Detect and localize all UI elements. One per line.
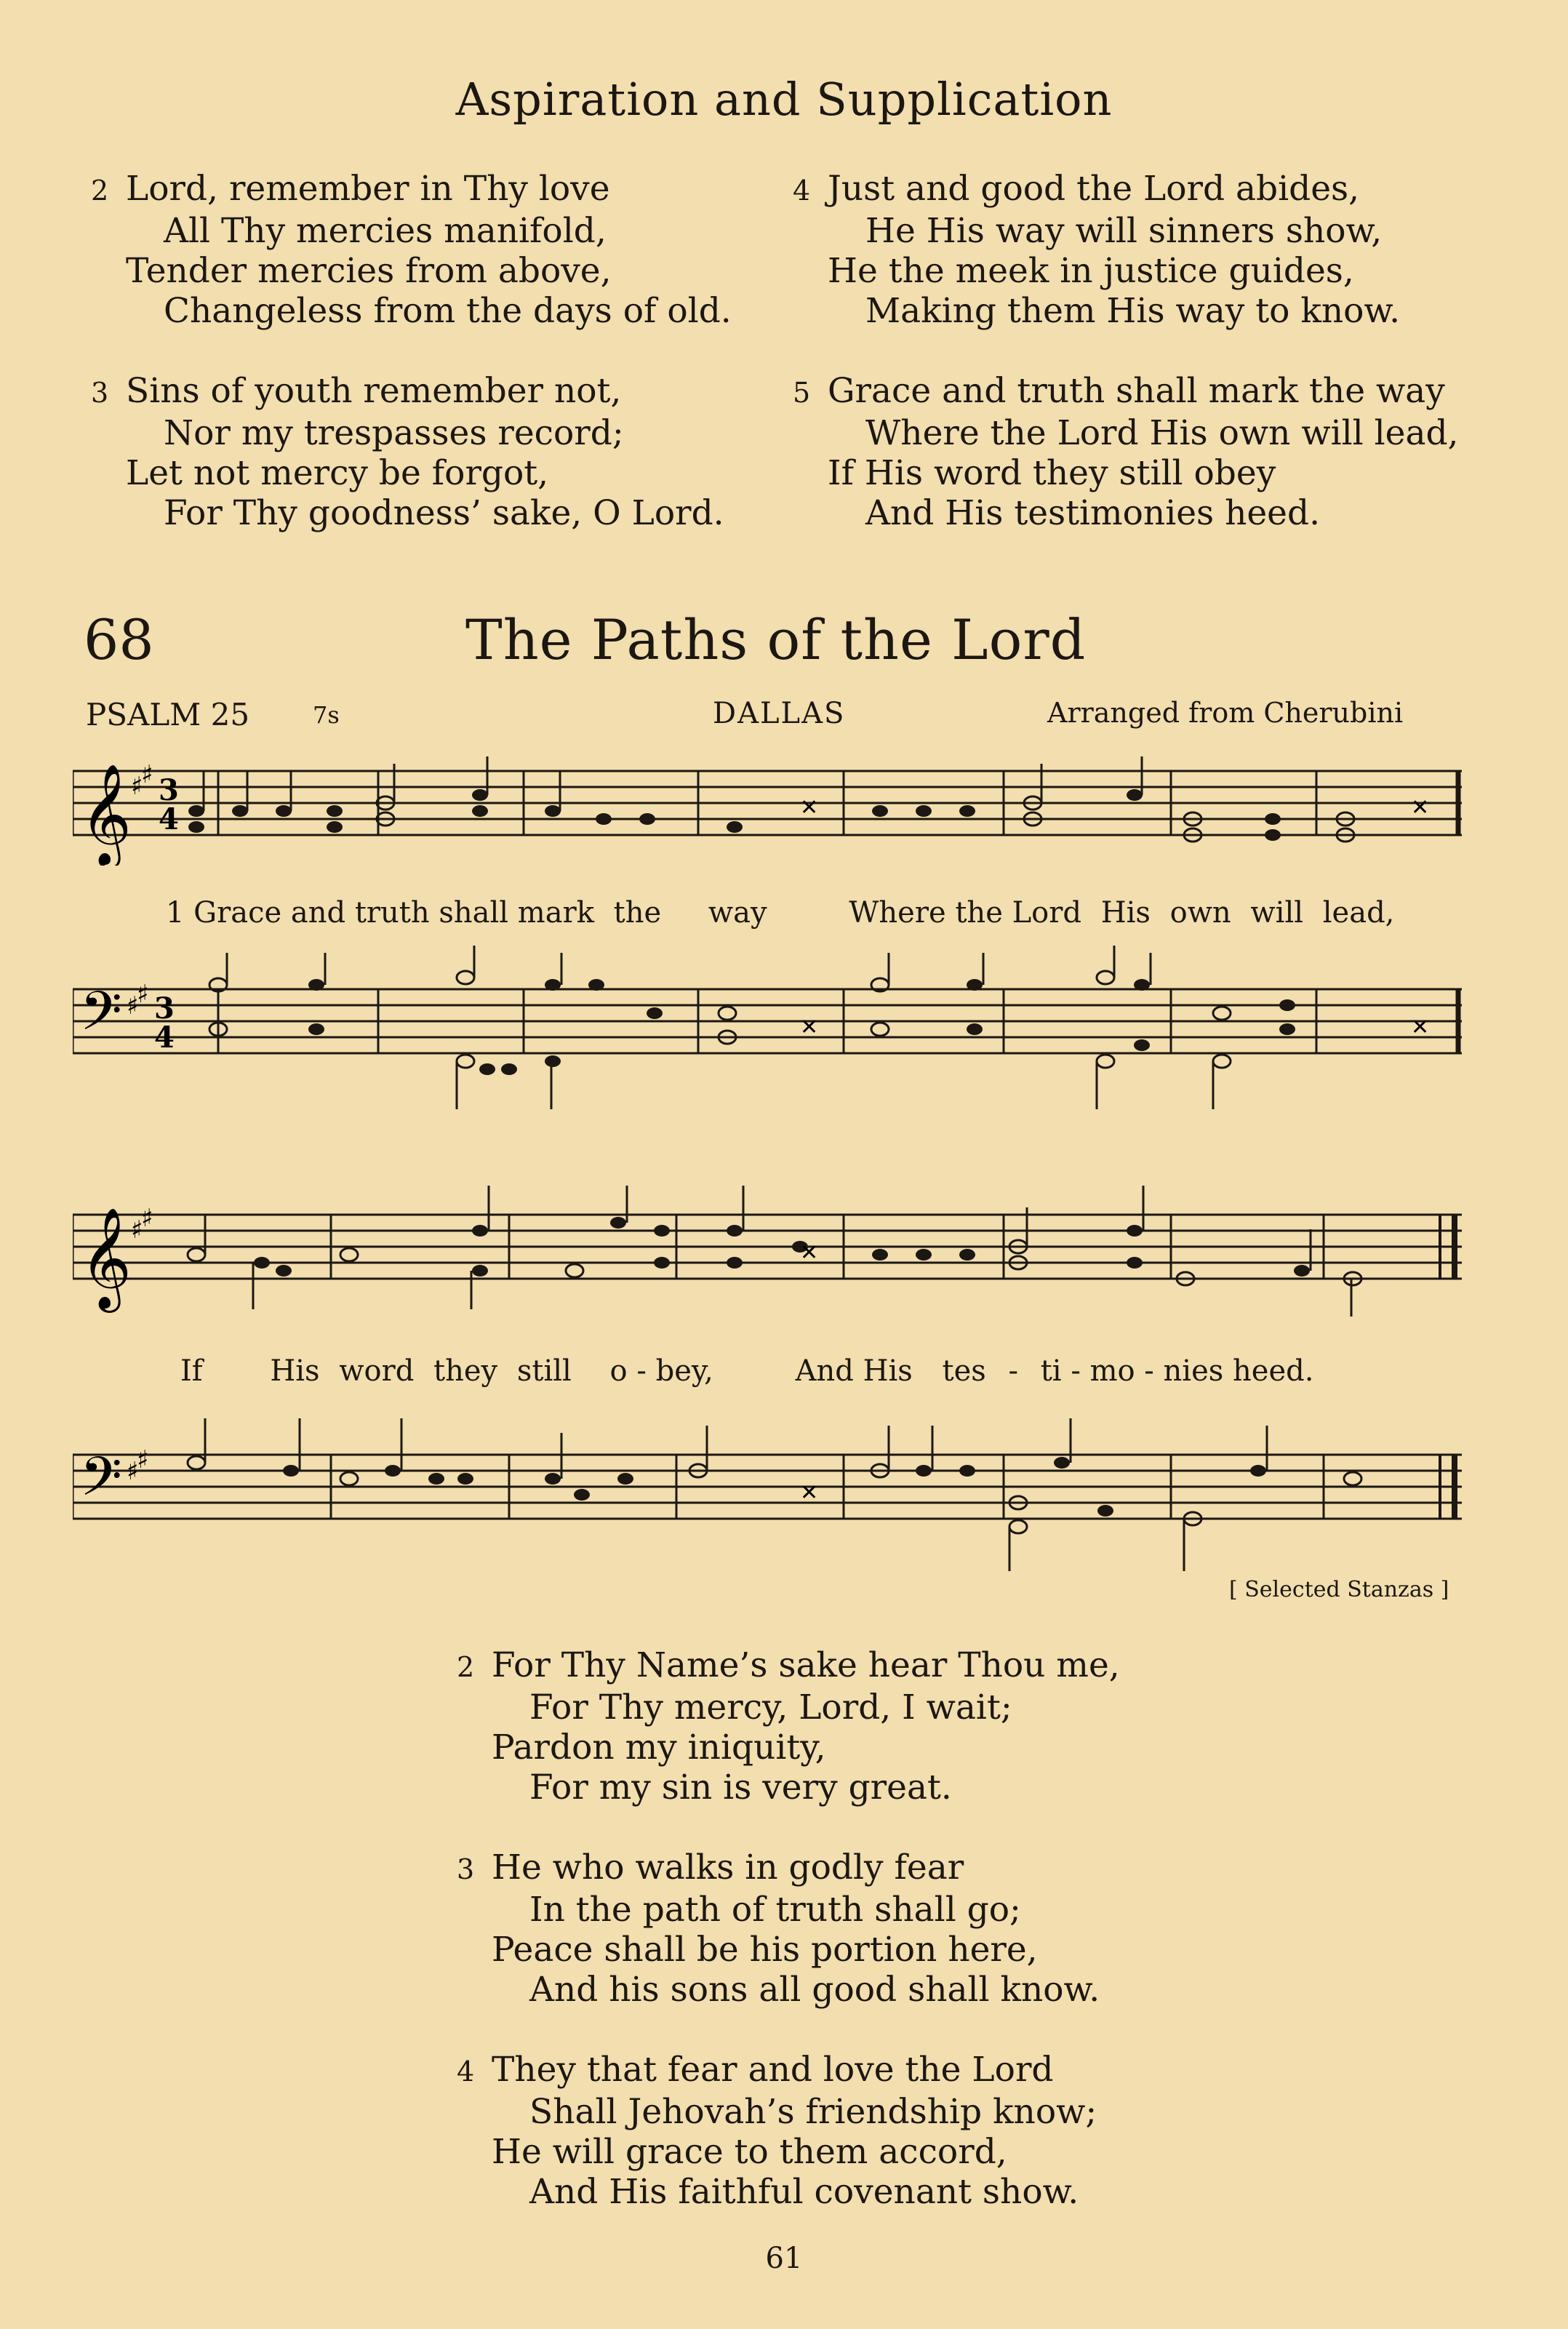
stanza-3-bottom bbox=[457, 1847, 1100, 2010]
lyric-line-1 bbox=[166, 896, 1394, 930]
lyric-syllable: - bbox=[1071, 1354, 1081, 1388]
treble-staff-system-1 bbox=[73, 756, 1469, 866]
stanza-4-bottom bbox=[457, 2050, 1097, 2212]
stanza-line: Changeless from the days of old. bbox=[164, 291, 732, 331]
svg-text:✕: ✕ bbox=[800, 1480, 819, 1506]
lyric-syllable: 1 Grace bbox=[166, 896, 282, 930]
stanza-line: For Thy goodness’ sake, O Lord. bbox=[164, 493, 724, 533]
svg-text:✕: ✕ bbox=[800, 1240, 819, 1266]
lyric-syllable: bey, bbox=[655, 1354, 713, 1388]
lyric-syllable: and bbox=[290, 896, 346, 930]
lyric-syllable: o bbox=[609, 1354, 628, 1388]
stanza-line: Making them His way to know. bbox=[865, 291, 1401, 331]
stanza-line: Peace shall be his portion here, bbox=[492, 1930, 1038, 1970]
treble-staff-system-2 bbox=[73, 1186, 1469, 1331]
svg-text:♯: ♯ bbox=[137, 1445, 149, 1474]
lyric-syllable: - bbox=[1144, 1354, 1154, 1388]
bass-staff-system-2 bbox=[73, 1404, 1469, 1578]
section-heading: Aspiration and Supplication bbox=[455, 73, 1113, 126]
stanza-line: Tender mercies from above, bbox=[126, 251, 612, 291]
svg-text:♯: ♯ bbox=[137, 980, 149, 1009]
svg-text:♯: ♯ bbox=[127, 1457, 139, 1486]
lyric-syllable: - bbox=[1008, 1354, 1019, 1388]
hymn-number: 68 bbox=[84, 607, 154, 672]
lyric-syllable: they bbox=[433, 1354, 498, 1388]
stanza-line: Where the Lord His own will lead, bbox=[865, 413, 1459, 453]
stanza-2-top bbox=[91, 169, 732, 331]
treble-clef-icon: 𝄞 bbox=[80, 764, 132, 865]
stanza-line: He His way will sinners show, bbox=[865, 211, 1383, 251]
svg-text:♯: ♯ bbox=[131, 1215, 143, 1245]
lyric-syllable: His bbox=[270, 1354, 320, 1388]
stanza-line: Nor my trespasses record; bbox=[164, 413, 624, 453]
stanza-line: And his sons all good shall know. bbox=[529, 1970, 1100, 2010]
stanza-line: They that fear and love the Lord bbox=[492, 2050, 1054, 2090]
stanza-line: Grace and truth shall mark the way bbox=[828, 371, 1445, 411]
stanza-line: He will grace to them accord, bbox=[492, 2132, 1007, 2172]
stanza-line: Let not mercy be forgot, bbox=[126, 453, 549, 493]
page-number: 61 bbox=[765, 2242, 803, 2275]
hymn-title: The Paths of the Lord bbox=[465, 607, 1087, 672]
selected-stanzas-note: [ Selected Stanzas ] bbox=[1229, 1577, 1449, 1602]
lyric-syllable: If bbox=[180, 1354, 203, 1388]
svg-text:✕: ✕ bbox=[800, 1015, 819, 1040]
stanza-2-bottom bbox=[457, 1645, 1120, 1807]
svg-text:♯: ♯ bbox=[141, 760, 153, 789]
lyric-syllable: shall bbox=[439, 896, 509, 930]
stanza-number: 5 bbox=[793, 377, 811, 409]
lyric-syllable: lead, bbox=[1322, 896, 1395, 930]
lyric-syllable: tes bbox=[942, 1354, 986, 1388]
svg-text:♯: ♯ bbox=[141, 1204, 153, 1233]
lyric-syllable: His bbox=[863, 1354, 913, 1388]
svg-text:✕: ✕ bbox=[1411, 1015, 1430, 1040]
svg-text:4: 4 bbox=[154, 1020, 175, 1055]
bass-staff-system-1 bbox=[73, 946, 1469, 1120]
svg-text:♯: ♯ bbox=[131, 772, 143, 801]
stanza-line: He who walks in godly fear bbox=[492, 1847, 964, 1887]
svg-text:✕: ✕ bbox=[800, 795, 819, 820]
svg-text:✕: ✕ bbox=[1411, 795, 1430, 820]
stanza-line: Just and good the Lord abides, bbox=[828, 169, 1360, 209]
stanza-line: For my sin is very great. bbox=[529, 1767, 952, 1807]
composer-credit: Arranged from Cherubini bbox=[1047, 697, 1404, 729]
lyric-syllable: heed. bbox=[1233, 1354, 1314, 1388]
bass-clef-icon: 𝄢 bbox=[80, 980, 122, 1056]
stanza-line: For Thy mercy, Lord, I wait; bbox=[529, 1687, 1012, 1727]
hymn-source: PSALM 25 bbox=[86, 697, 250, 732]
lyric-syllable: - bbox=[636, 1354, 647, 1388]
stanza-line: In the path of truth shall go; bbox=[529, 1890, 1021, 1930]
stanza-number: 3 bbox=[457, 1853, 475, 1885]
lyric-syllable: word bbox=[339, 1354, 415, 1388]
lyric-syllable: still bbox=[516, 1354, 572, 1388]
treble-clef-icon: 𝄞 bbox=[80, 1207, 132, 1309]
lyric-syllable: the bbox=[613, 896, 662, 930]
stanza-line: He the meek in justice guides, bbox=[828, 251, 1354, 291]
stanza-line: For Thy Name’s sake hear Thou me, bbox=[492, 1645, 1120, 1685]
lyric-syllable: mo bbox=[1089, 1354, 1135, 1388]
stanza-line: And His testimonies heed. bbox=[865, 493, 1321, 533]
lyric-syllable: will bbox=[1250, 896, 1304, 930]
lyric-syllable: Lord bbox=[1012, 896, 1081, 930]
bass-clef-icon: 𝄢 bbox=[80, 1445, 122, 1522]
stanza-line: Pardon my iniquity, bbox=[492, 1727, 826, 1767]
stanza-number: 4 bbox=[793, 175, 811, 207]
stanza-4-top bbox=[793, 169, 1400, 331]
stanza-number: 2 bbox=[91, 175, 109, 207]
lyric-syllable: own bbox=[1169, 896, 1231, 930]
stanza-line: Lord, remember in Thy love bbox=[126, 169, 610, 209]
lyric-line-2 bbox=[180, 1354, 1313, 1388]
stanza-number: 2 bbox=[457, 1651, 475, 1683]
lyric-syllable: way bbox=[708, 896, 767, 930]
svg-text:3: 3 bbox=[159, 773, 179, 807]
svg-text:♯: ♯ bbox=[127, 991, 139, 1020]
hymn-meter: 7s bbox=[313, 701, 340, 729]
lyric-syllable: His bbox=[1100, 896, 1151, 930]
lyric-syllable: mark bbox=[517, 896, 594, 930]
lyric-syllable: the bbox=[955, 896, 1003, 930]
stanza-line: All Thy mercies manifold, bbox=[164, 211, 607, 251]
tune-name: DALLAS bbox=[713, 697, 846, 730]
lyric-syllable: nies bbox=[1163, 1354, 1224, 1388]
svg-text:3: 3 bbox=[154, 991, 175, 1026]
stanza-line: Sins of youth remember not, bbox=[126, 371, 622, 411]
stanza-5-top bbox=[793, 371, 1459, 533]
lyric-syllable: Where bbox=[849, 896, 946, 930]
stanza-line: If His word they still obey bbox=[828, 453, 1276, 493]
stanza-number: 4 bbox=[457, 2056, 475, 2088]
stanza-3-top bbox=[91, 371, 724, 533]
stanza-number: 3 bbox=[91, 377, 109, 409]
stanza-line: Shall Jehovah’s friendship know; bbox=[529, 2092, 1097, 2132]
svg-text:4: 4 bbox=[159, 802, 179, 836]
lyric-syllable: ti bbox=[1040, 1354, 1062, 1388]
lyric-syllable: And bbox=[795, 1354, 854, 1388]
stanza-line: And His faithful covenant show. bbox=[529, 2172, 1079, 2212]
lyric-syllable: truth bbox=[354, 896, 430, 930]
